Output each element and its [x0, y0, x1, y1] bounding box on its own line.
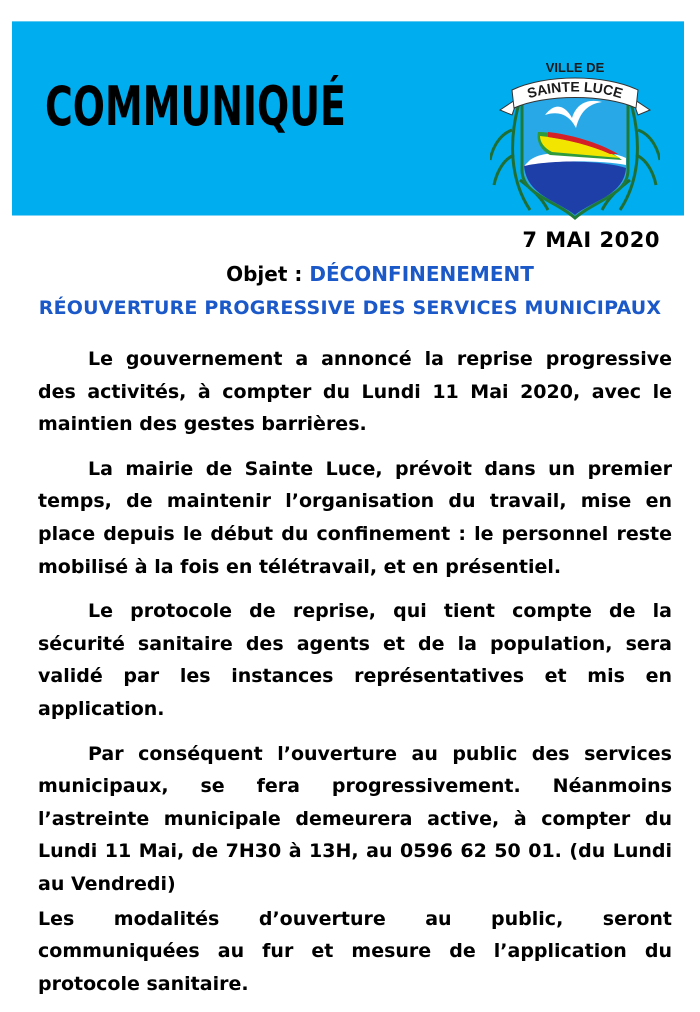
paragraph-5: Les modalités d’ouverture au public, seront communiquées au fur et mesure de l’application du protocole sanitaire.: [38, 907, 672, 995]
paragraph-3: Le protocole de reprise, qui tient compte de la sécurité sanitaire des agents et de la population, sera validé par les instances représentatives et mis en application.: [38, 600, 672, 720]
crest-ribbon-text: SAINTE LUCE: [525, 78, 625, 102]
paragraph-2: La mairie de Sainte Luce, prévoit dans un premier temps, de maintenir l’organisation du travail, mise en place depuis le début du confinement : le personnel reste mobilisé à la fois en télétravail, et en présentiel.: [38, 457, 672, 578]
crest-top-text: VILLE DE: [545, 60, 605, 75]
objet-subject: DÉCONFINENEMENT: [309, 262, 534, 286]
communique-title: COMMUNIQUÉ: [45, 75, 346, 138]
objet-subtitle: RÉOUVERTURE PROGRESSIVE DES SERVICES MUNICIPAUX: [38, 297, 662, 319]
communique-date: 7 MAI 2020: [522, 228, 660, 252]
shield-icon: [522, 88, 628, 218]
objet-label: Objet :: [226, 262, 303, 286]
communique-body: [38, 343, 672, 1012]
header-banner: [12, 21, 684, 216]
sainte-luce-crest-logo: [490, 60, 660, 225]
objet-line: [0, 262, 700, 286]
paragraph-4: Par conséquent l’ouverture au public des services municipaux, se fera progressivement. Néanmoins l’astreinte municipale demeurera active, à compter du Lundi 11 Mai, de 7H30 à 13H, au 0596 62 50 01. (du Lundi au Vendredi): [38, 742, 672, 895]
paragraph-1: Le gouvernement a annoncé la reprise progressive des activités, à compter du Lundi 11 Mai 2020, avec le maintien des gestes barrières.: [38, 348, 672, 436]
